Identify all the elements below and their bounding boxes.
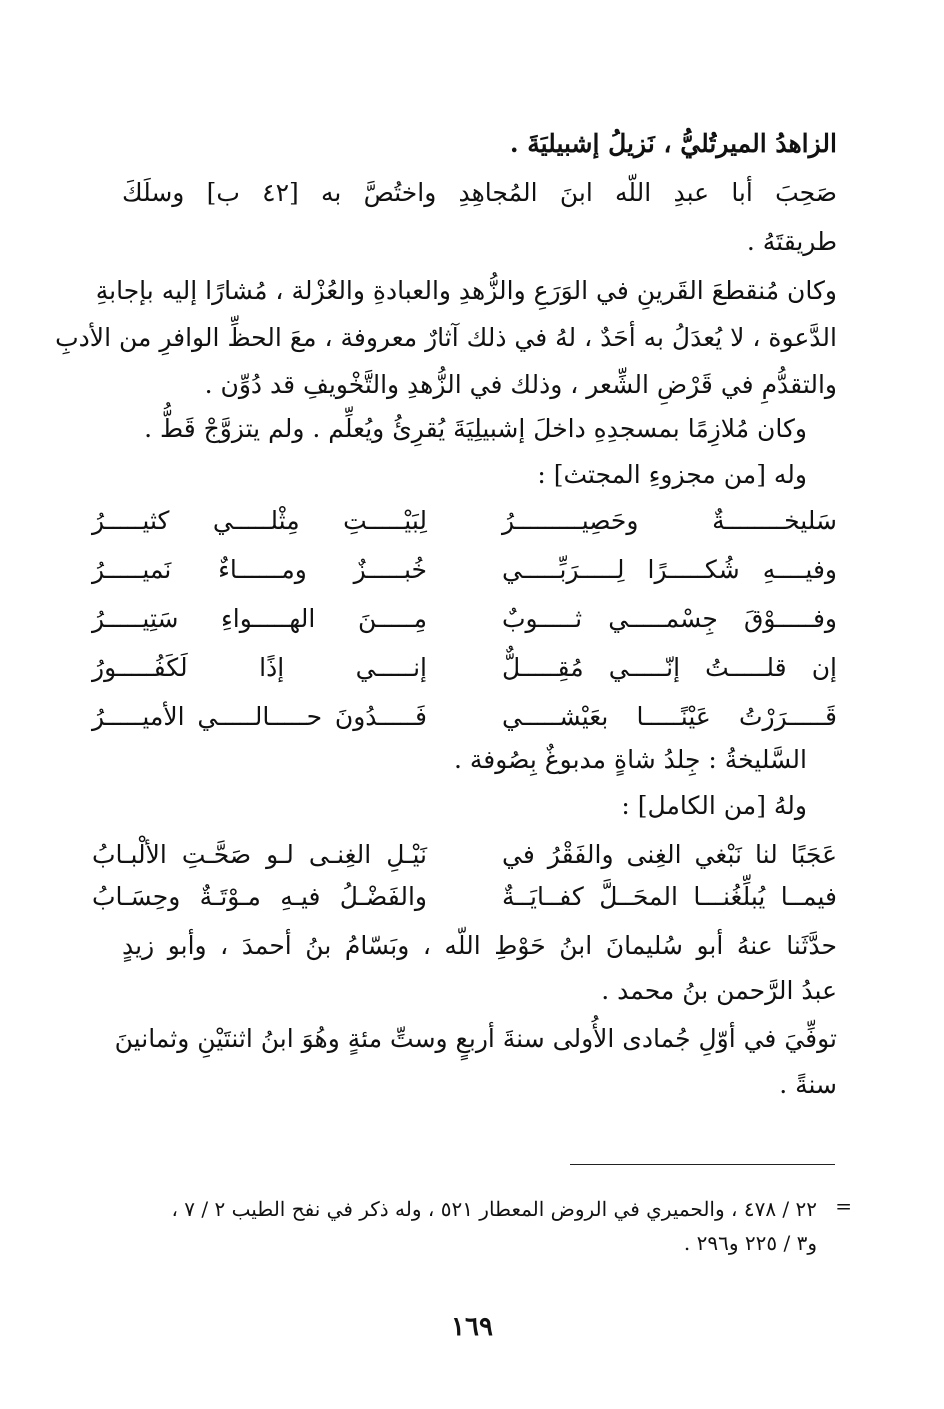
- paragraph-line: والتقدُّمِ في قَرْضِ الشِّعر ، وذلك في الزُّهدِ والتَّخْويفِ قد دُوِّن .: [204, 370, 837, 399]
- verse-line: [92, 550, 837, 590]
- verse-first-hemistich: وفـــــوْقَ جِسْمـــــي ثـــــوبٌ: [502, 604, 837, 633]
- paragraph-line: طريقتَهُ .: [746, 227, 837, 256]
- verse-second-hemistich: مِـــــنَ الهـــــواءِ سَتِيـــــرُ: [92, 604, 427, 633]
- footnote-line: ٢٢ / ٤٧٨ ، والحميري في الروض المعطار ٥٢١ ، وله ذكر في نفح الطيب ٢ / ٧ ،: [171, 1197, 817, 1221]
- verse-first-hemistich: وفيــــهِ شُكـــــرًا لِـــــرَبِّـــــي: [502, 555, 837, 584]
- verse-line: [92, 877, 837, 917]
- verse-line: [92, 501, 837, 541]
- verse-second-hemistich: لِبَيْـــــتِ مِثْلـــــي كثيـــــرُ: [92, 506, 427, 535]
- verse-second-hemistich: نَيْـلِ الغِنـى لـو صَحَّـتِ الألْبـابُ: [92, 840, 427, 869]
- verse-first-hemistich: عَجَبًا لنا نَبْغي الغِنى والفَقْرُ في: [502, 840, 837, 869]
- verse-first-hemistich: سَليخــــــــةٌ وحَصِيـــــــــرُ: [502, 506, 837, 535]
- verse-line: [92, 648, 837, 688]
- verse-second-hemistich: فَـــــدُونَ حـــــالـــــي الأميـــــرُ: [92, 702, 427, 731]
- footnote-continuation-marker: =: [835, 1194, 852, 1218]
- paragraph-line: صَحِبَ أبا عبدِ اللّه ابنَ المُجاهِدِ واختُصَّ به [٤٢ ب] وسلَكَ: [122, 178, 837, 207]
- footnote-line: و٣ / ٢٢٥ و٢٩٦ .: [683, 1231, 817, 1255]
- verse-second-hemistich: والفَضْـلُ فيـهِ مـوْتَـةٌ وحِسَـابُ: [92, 882, 427, 911]
- poem-intro: وله [من مجزوءِ المجتث] :: [537, 460, 807, 489]
- footnote-separator: [570, 1164, 835, 1165]
- paragraph-line: وكان مُنقطعَ القَرينِ في الوَرَعِ والزُّهدِ والعبادةِ والعُزْلة ، مُشارًا إليه بإجابةِ: [95, 276, 837, 305]
- verse-line: [92, 697, 837, 737]
- verse-second-hemistich: إنـــــي إذًا لَكَفُـــــورُ: [92, 653, 427, 682]
- verse-first-hemistich: قَـــــرَرْتُ عَيْنًـــــا بعَيْشـــــي: [502, 702, 837, 731]
- paragraph-line: توفِّيَ في أوّلِ جُمادى الأُولى سنةَ أربعٍ وستِّ مئةٍ وهُوَ ابنُ اثنتَيْنِ وثمانينَ: [114, 1024, 837, 1053]
- page-number: ١٦٩: [451, 1312, 493, 1342]
- paragraph-line: سنةً .: [779, 1070, 837, 1099]
- paragraph-line: عبدُ الرَّحمن بنُ محمد .: [601, 976, 837, 1005]
- verse-first-hemistich: إن قلـــــتُ إنّـــــي مُقِـــــلٌّ: [502, 653, 837, 682]
- paragraph-line: الدَّعوة ، لا يُعدَلُ به أحَدٌ ، لهُ في ذلك آثارٌ معروفة ، معَ الحظِّ الوافرِ من الأدبِ: [55, 323, 837, 352]
- verse-line: [92, 599, 837, 639]
- paragraph-line: حدَّثَنا عنهُ أبو سُليمانَ ابنُ حَوْطِ اللّه ، وبَسّامُ بنُ أحمدَ ، وأبو زيدٍ: [122, 931, 837, 960]
- paragraph-line: وكان مُلازِمًا بمسجدِهِ داخلَ إشبيلِيَةَ يُقرِئُ ويُعلِّم . ولم يتزوَّجْ قَطُّ .: [144, 414, 807, 443]
- entry-heading: الزاهدُ الميرتُليُّ ، نَزيلُ إشبيليَةَ .: [509, 129, 837, 158]
- verse-line: [92, 835, 837, 875]
- verse-second-hemistich: خُبـــــزٌ ومــــــاءٌ نَميـــــرُ: [92, 555, 427, 584]
- poem-intro: ولهُ [من الكامل] :: [621, 791, 807, 820]
- verse-first-hemistich: فيمــا يُبلِّغُنـــا المحَــلَّ كفــايَــةٌ: [502, 882, 837, 911]
- gloss-line: السَّليخةُ : جِلدُ شاةٍ مدبوغٌ بِصُوفة .: [453, 745, 807, 774]
- footnotes: [92, 1194, 852, 1264]
